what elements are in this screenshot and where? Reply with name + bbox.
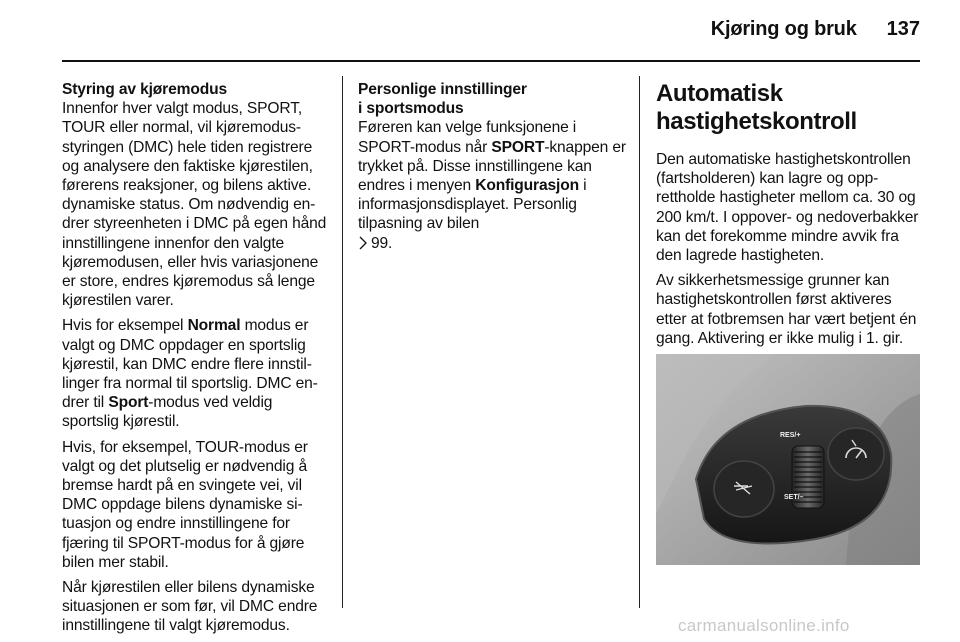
column-divider-2 — [639, 76, 640, 608]
heading-driving-mode: Styring av kjøremodus — [62, 81, 227, 98]
page-header — [711, 18, 920, 48]
paragraph: Innenfor hver valgt modus, SPORT, TOUR eller normal, vil kjøremodusstyringen (DMC) hele tiden registrere og analysere den faktiske kjørestilen, førerens reaksjoner, og bilens aktive. dynamiske status. Om nødvendig endrer styreenheten i DMC på egen hånd innstillingene innenfor den valgte kjøremodusen, eller hvis variasjonene er store, endres kjøremodus så lenge kjørestilen varer. — [62, 100, 327, 310]
paragraph: Den automatiske hastighetskontrollen (fartsholderen) kan lagre og opprettholde hastigheter mellom ca. 30 og 200 km/t. I oppover- og nedoverbakker kan det forekomme mindre avvik fra den lagrede hastigheten. — [656, 151, 919, 265]
bold-term: SPORT — [491, 138, 545, 156]
watermark: carmanualsonline.info — [678, 616, 850, 635]
page-number: 137 — [886, 18, 920, 40]
paragraph: Hvis for eksempel Normal modus er valgt og DMC oppdager en sportslig kjørestil, kan DMC endre flere innstillinger fra normal til sportslig. DMC endrer til Sport-modus ved veldig sportslig kjørestil. — [62, 317, 318, 431]
section-title: Kjøring og bruk — [710, 18, 857, 40]
paragraph: Hvis, for eksempel, TOUR-modus er valgt og det plutselig er nødvendig å bremse hardt på en svingete vei, vil DMC oppdage bilens dynamiske situasjon og endre innstillingene for fjæring til SPORT-modus for å gjøre bilen mer stabil. — [62, 438, 308, 571]
header-divider — [62, 60, 920, 62]
arrow-right-icon — [358, 236, 368, 250]
column-2 — [358, 80, 626, 259]
bold-term: Konfigurasjon — [475, 177, 579, 195]
page-reference[interactable]: 99. — [358, 235, 392, 252]
paragraph: Når kjørestilen eller bilens dynamiske situasjonen er som før, vil DMC endre innstillingene til valgt kjøremodus. — [62, 579, 318, 635]
paragraph: Av sikkerhetsmessige grunner kan hastighetskontrollen først aktiveres etter at fotbremsen har vært betjent én gang. Aktivering er ikke mulig i 1. gir. — [656, 272, 917, 347]
column-3 — [656, 80, 922, 354]
set-minus-label: SET/– — [784, 494, 804, 501]
res-plus-label: RES/+ — [780, 432, 801, 439]
steering-wheel-photo — [656, 354, 920, 565]
heading-personal-settings: Personlige innstillinger i sportsmodus — [358, 81, 527, 118]
bold-term: Normal — [187, 317, 241, 335]
column-divider-1 — [342, 76, 343, 608]
heading-cruise-control: Automatisk hastighetskontroll — [656, 80, 857, 135]
column-1 — [62, 80, 330, 642]
bold-term: Sport — [108, 394, 149, 412]
paragraph: Føreren kan velge funksjonene i SPORT-modus når SPORT-knappen er trykket på. Disse innstillingene kan endres i menyen Konfigurasjon i informasjonsdisplayet. Personlig tilpasning av bilen 99. — [358, 119, 626, 252]
